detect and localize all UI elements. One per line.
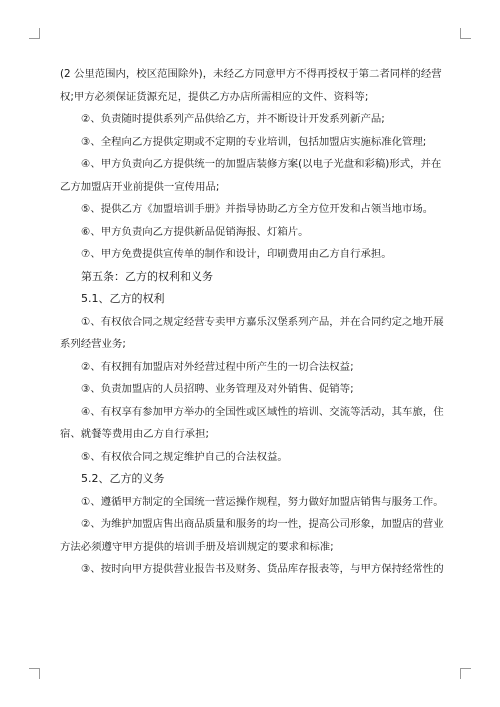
rights-item-3: ③、负责加盟店的人员招聘、业务管理及对外销售、促销等; xyxy=(81,383,354,395)
paragraph-item-7: ⑦、甲方免费提供宣传单的制作和设计，印刷费用由乙方自行承担。 xyxy=(81,248,392,260)
crop-mark-top-left xyxy=(29,28,40,39)
obligations-item-3: ③、按时向甲方提供营业报告书及财务、货品库存报表等，与甲方保持经常性的 xyxy=(81,563,444,575)
subheading-rights: 5.1、乙方的权利 xyxy=(81,292,165,305)
paragraph-item-6: ⑥、甲方负责向乙方提供新品促销海报、灯箱片。 xyxy=(81,225,309,238)
rights-item-1: ①、有权依合同之规定经营专卖甲方嘉乐汉堡系列产品，并在合同约定之地开展系列经营业务; xyxy=(60,315,444,350)
obligations-item-1: ①、遵循甲方制定的全国统一营运操作规程，努力做好加盟店销售与服务工作。 xyxy=(81,495,444,508)
paragraph-item-4: ④、甲方负责向乙方提供统一的加盟店装修方案(以电子光盘和彩稿)形式，并在乙方加盟店开业前提供一宣传用品; xyxy=(60,158,442,193)
crop-mark-bottom-left xyxy=(29,668,40,679)
crop-mark-top-right xyxy=(460,28,471,39)
rights-item-5: ⑤、有权依合同之规定维护自己的合法权益。 xyxy=(81,450,288,463)
document-body xyxy=(60,63,445,581)
rights-item-4: ④、有权享有参加甲方举办的全国性或区域性的培训、交流等活动，其车旅，住宿、就餐等费用由乙方自行承担; xyxy=(60,405,444,440)
paragraph-item-3: ③、全程向乙方提供定期或不定期的专业培训，包括加盟店实施标准化管理; xyxy=(81,135,427,148)
rights-item-2: ②、有权拥有加盟店对外经营过程中所产生的一切合法权益; xyxy=(81,360,354,373)
section-heading-article-5: 第五条：乙方的权利和义务 xyxy=(81,269,213,283)
crop-mark-bottom-right xyxy=(460,668,471,679)
subheading-obligations: 5.2、乙方的义务 xyxy=(81,472,165,485)
paragraph-continuation: (2 公里范围内，校区范围除外)，未经乙方同意甲方不得再授权于第二者同样的经营权;甲方必须保证货源充足，提供乙方办店所需相应的文件、资料等; xyxy=(60,68,442,103)
obligations-item-2: ②、为维护加盟店售出商品质量和服务的均一性，提高公司形象，加盟店的营业方法必须遵守甲方提供的培训手册及培训规定的要求和标准; xyxy=(60,518,444,553)
paragraph-item-5: ⑤、提供乙方《加盟培训手册》并指导协助乙方全方位开发和占领当地市场。 xyxy=(81,203,434,215)
paragraph-item-2: ②、负责随时提供系列产品供给乙方，并不断设计开发系列新产品; xyxy=(81,113,385,125)
